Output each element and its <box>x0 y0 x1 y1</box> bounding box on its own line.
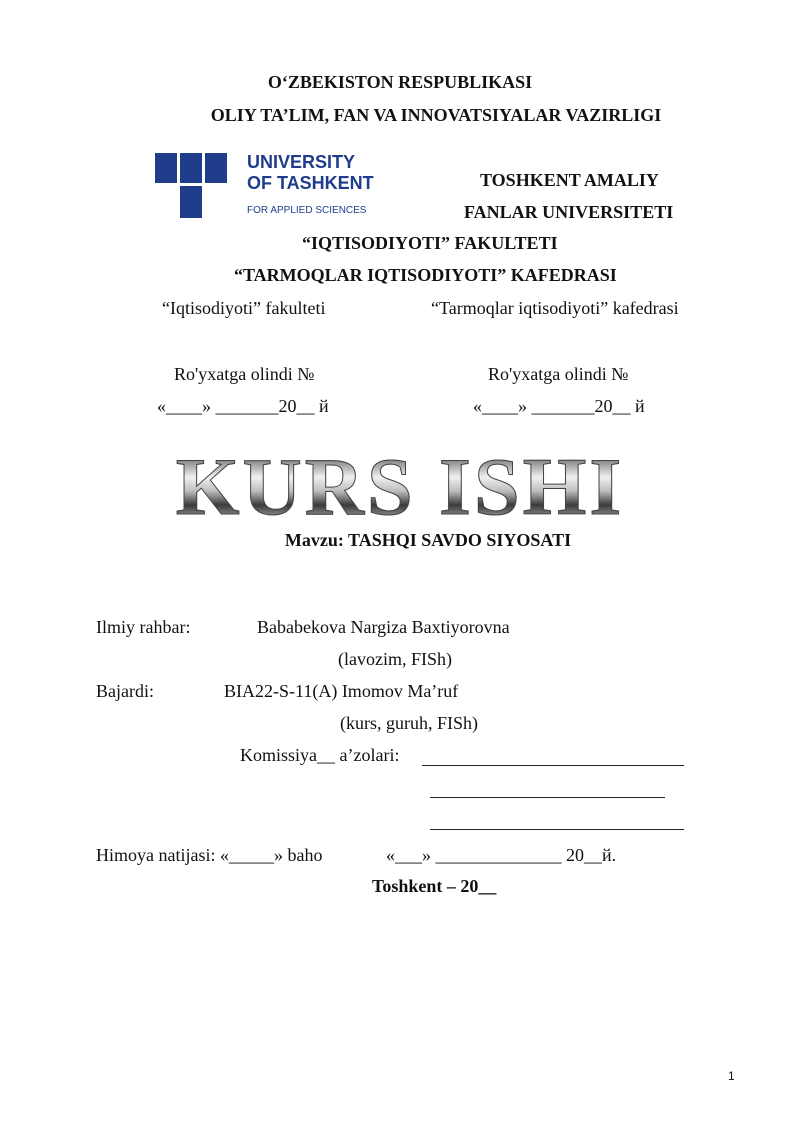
faculty-title: “IQTISODIYOTI” FAKULTETI <box>302 233 558 253</box>
logo-square <box>205 153 227 183</box>
commission-label: Komissiya__ a’zolari: <box>240 745 400 765</box>
supervisor-name: Bababekova Nargiza Baxtiyorovna <box>257 617 510 637</box>
main-title: KURS ISHI <box>0 446 800 528</box>
supervisor-label: Ilmiy rahbar: <box>96 617 191 637</box>
defense-date: «___» ______________ 20__й. <box>386 845 617 865</box>
commission-signature-line <box>422 765 684 766</box>
republic-heading: O‘ZBEKISTON RESPUBLIKASI <box>267 72 533 92</box>
city-year: Toshkent – 20__ <box>372 876 497 896</box>
commission-signature-line <box>430 797 665 798</box>
defense-result: Himoya natijasi: «_____» baho <box>96 845 323 865</box>
logo-square <box>155 153 177 183</box>
registration-date-right: «____» _______20__ й <box>473 396 645 416</box>
logo-square <box>180 186 202 218</box>
registration-date-left: «____» _______20__ й <box>157 396 329 416</box>
performer-label: Bajardi: <box>96 681 154 701</box>
registration-label-left: Ro'yxatga olindi № <box>174 364 315 384</box>
logo-line-3: FOR APPLIED SCIENCES <box>247 205 367 216</box>
topic-line: Mavzu: TASHQI SAVDO SIYOSATI <box>284 530 572 550</box>
university-name-line-2: FANLAR UNIVERSITETI <box>464 202 674 222</box>
university-name-line-1: TOSHKENT AMALIY <box>480 170 659 190</box>
performer-note: (kurs, guruh, FISh) <box>340 713 478 733</box>
performer-name: BIA22-S-11(A) Imomov Ma’ruf <box>224 681 459 701</box>
logo-line-2: OF TASHKENT <box>247 173 374 193</box>
logo-square <box>180 153 202 183</box>
ministry-heading: OLIY TA’LIM, FAN VA INNOVATSIYALAR VAZIRLIGI <box>210 105 662 125</box>
supervisor-note: (lavozim, FISh) <box>338 649 452 669</box>
registration-label-right: Ro'yxatga olindi № <box>488 364 629 384</box>
university-logo <box>155 152 374 223</box>
commission-signature-line <box>430 829 684 830</box>
department-title: “TARMOQLAR IQTISODIYOTI” KAFEDRASI <box>234 265 617 285</box>
department-unit: “Tarmoqlar iqtisodiyoti” kafedrasi <box>431 298 679 318</box>
page-number: 1 <box>728 1069 735 1083</box>
faculty-unit: “Iqtisodiyoti” fakulteti <box>162 298 326 318</box>
logo-line-1: UNIVERSITY <box>247 152 356 172</box>
